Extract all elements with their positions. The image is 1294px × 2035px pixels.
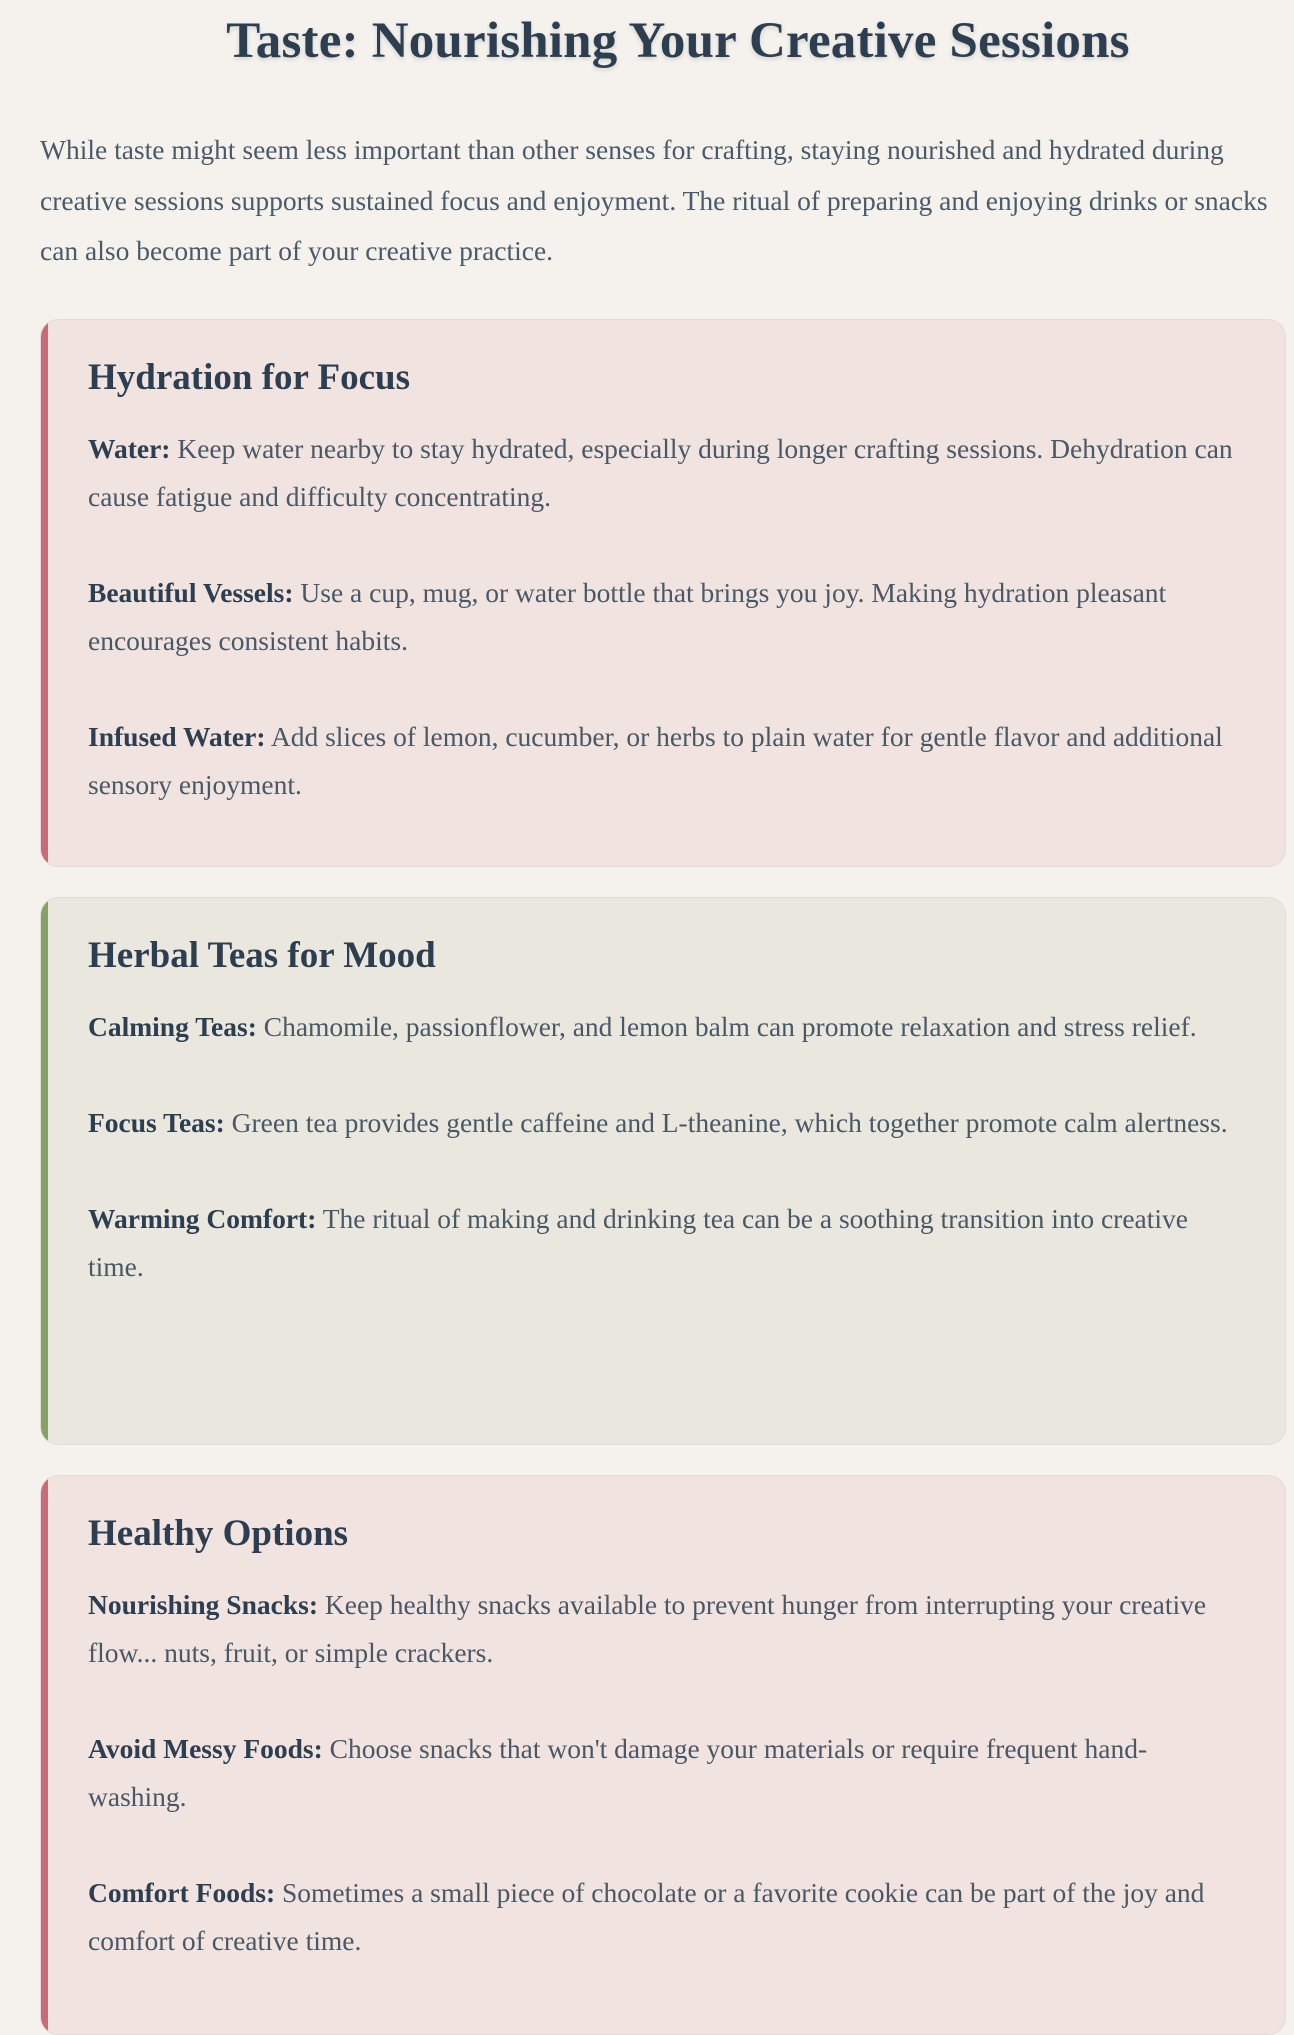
section-heading: Hydration for Focus (88, 356, 411, 398)
tip-label: Calming Teas: (88, 1010, 257, 1042)
tip-item (88, 569, 1245, 665)
section-card-herbal-teas (40, 897, 1286, 1445)
section-card-hydration (40, 319, 1286, 867)
tip-text: Chamomile, passionflower, and lemon balm can promote relaxation and stress relief. (256, 1010, 1197, 1042)
section-card-healthy-options (40, 1475, 1286, 2035)
tip-label: Warming Comfort: (88, 1202, 317, 1234)
tip-label: Infused Water: (88, 720, 266, 752)
tip-text: Keep healthy snacks available to prevent hunger from interrupting your creative flow... nuts, fruit, or simple crackers. (88, 1588, 1207, 1668)
tip-item (88, 713, 1245, 809)
section-heading: Herbal Teas for Mood (88, 934, 436, 976)
tip-label: Focus Teas: (88, 1106, 225, 1138)
tip-text: Add slices of lemon, cucumber, or herbs to plain water for gentle flavor and additional sensory enjoyment. (88, 720, 1223, 800)
tip-item (88, 1725, 1245, 1821)
tip-text: Keep water nearby to stay hydrated, especially during longer crafting sessions. Dehydration can cause fatigue and difficulty concentrating. (88, 432, 1233, 512)
tip-label: Avoid Messy Foods: (88, 1732, 323, 1764)
tip-label: Beautiful Vessels: (88, 576, 294, 608)
tip-item (88, 1195, 1245, 1291)
tip-text: Choose snacks that won't damage your materials or require frequent hand-washing. (88, 1732, 1148, 1812)
tip-text: The ritual of making and drinking tea can be a soothing transition into creative time. (88, 1202, 1188, 1282)
tip-label: Comfort Foods: (88, 1876, 276, 1908)
tip-text: Green tea provides gentle caffeine and L-theanine, which together promote calm alertness. (224, 1106, 1228, 1138)
tip-text: Sometimes a small piece of chocolate or a favorite cookie can be part of the joy and comfort of creative time. (88, 1876, 1205, 1956)
tip-label: Water: (88, 432, 171, 464)
tip-item (88, 425, 1245, 521)
intro-paragraph: While taste might seem less important than other senses for crafting, staying nourished and hydrated during creative sessions supports sustained focus and enjoyment. The ritual of preparing and enjoying drinks or snacks can also become part of your creative practice. (40, 134, 1268, 266)
tip-item (88, 1003, 1245, 1051)
page-title: Taste: Nourishing Your Creative Sessions (226, 13, 1130, 69)
tip-item (88, 1869, 1245, 1965)
tip-item (88, 1581, 1245, 1677)
tip-item (88, 1099, 1245, 1147)
section-heading: Healthy Options (88, 1512, 349, 1554)
tip-label: Nourishing Snacks: (88, 1588, 319, 1620)
tip-text: Use a cup, mug, or water bottle that brings you joy. Making hydration pleasant encourages consistent habits. (88, 576, 1167, 656)
